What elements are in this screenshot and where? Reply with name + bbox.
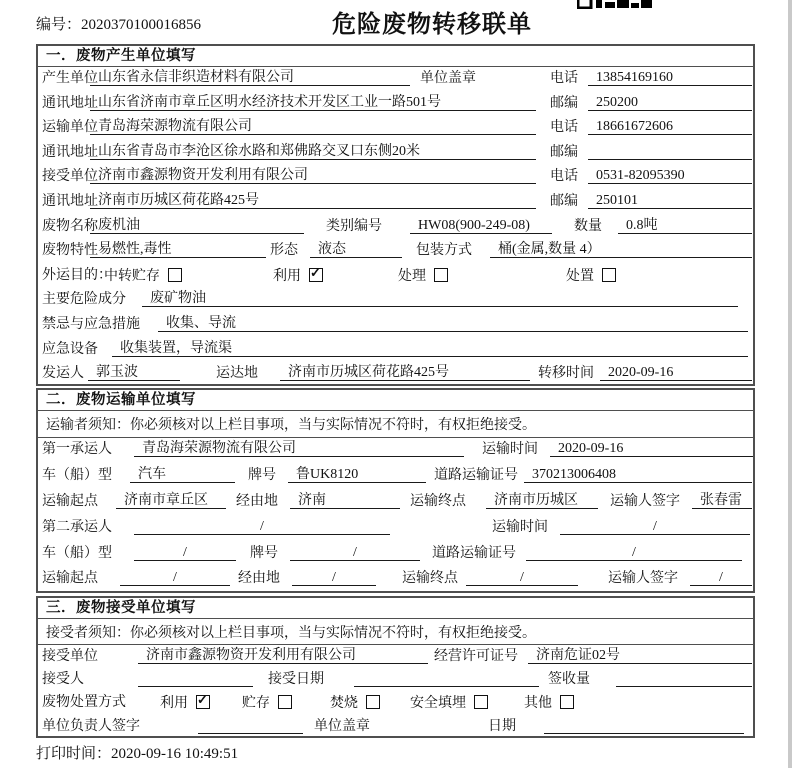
transporter-sign-label: 运输人签字	[610, 493, 680, 509]
receiver-tel-value: 0531-82095390	[588, 167, 752, 184]
vehicle-type-value: 汽车	[130, 466, 235, 483]
transporter-sign-value: 张春雷	[692, 492, 752, 509]
option-dispose	[566, 268, 616, 284]
print-time-label: 打印时间：	[36, 746, 112, 762]
section1-title: 一．废物产生单位填写	[38, 46, 753, 67]
road-permit-label: 道路运输证号	[434, 467, 518, 483]
transport-unit-label: 运输单位	[42, 120, 98, 136]
row-taboo-measures	[38, 313, 753, 338]
row-vehicle2	[38, 542, 753, 568]
transfer-time-label: 转移时间	[538, 366, 594, 382]
endpoint2-value: /	[466, 569, 578, 586]
vehicle-type2-value: /	[134, 544, 236, 561]
purpose-label: 外运目的：	[42, 267, 112, 283]
checkbox-label: 焚烧	[330, 696, 358, 712]
origin-label: 运输起点	[42, 571, 98, 587]
endpoint-label: 运输终点	[410, 493, 466, 509]
transport-time2-value: /	[560, 518, 750, 535]
checkbox	[278, 695, 292, 709]
packing-label: 包装方式	[416, 243, 472, 259]
character-value: 易燃性,毒性	[90, 241, 266, 258]
print-time	[36, 742, 238, 763]
checkbox-label: 处置	[566, 268, 594, 284]
category-label: 类别编号	[326, 218, 382, 234]
category-value: HW08(900-249-08)	[410, 217, 552, 234]
receive-person-label: 接受人	[42, 672, 84, 688]
signed-amount-label: 签收量	[548, 672, 590, 688]
packing-value: 桶(金属,数量 4）	[490, 241, 752, 258]
quantity-value: 0.8吨	[618, 217, 752, 234]
section3-title: 三．废物接受单位填写	[38, 598, 753, 619]
row-route2	[38, 567, 753, 593]
transport-zip-value	[588, 143, 752, 160]
gen-unit-label: 产生单位	[42, 71, 98, 86]
option-transfer-storage	[104, 268, 182, 284]
row-purpose	[38, 264, 753, 289]
transfer-time-value: 2020-09-16	[600, 364, 752, 381]
tel-label: 电话	[550, 120, 578, 136]
via-value: 济南	[290, 492, 400, 509]
address-label: 通讯地址	[42, 193, 98, 209]
option-landfill	[410, 695, 488, 711]
page-title: 危险废物转移联单	[332, 12, 532, 38]
hazard-label: 主要危险成分	[42, 292, 126, 308]
checkbox-label: 处理	[398, 268, 426, 284]
endpoint-label: 运输终点	[402, 571, 458, 587]
receive-date-label: 接受日期	[268, 672, 324, 688]
checkbox-label: 其他	[524, 696, 552, 712]
section2-title: 二．废物运输单位填写	[38, 390, 753, 411]
transporter-sign2-value: /	[690, 569, 752, 586]
receive-unit-value: 济南市鑫源物资开发利用有限公司	[138, 647, 428, 664]
row-carrier1	[38, 438, 753, 464]
serial-number	[36, 13, 201, 34]
address-label: 通讯地址	[42, 144, 98, 160]
row-receiver-unit	[38, 165, 753, 190]
row-carrier2	[38, 516, 753, 542]
origin-label: 运输起点	[42, 493, 98, 509]
road-permit-value: 370213006408	[524, 466, 752, 483]
page-edge-divider	[788, 0, 792, 768]
row-disposal-method	[38, 691, 753, 714]
carrier1-label: 第一承运人	[42, 442, 112, 457]
unit-seal-label: 单位盖章	[420, 71, 476, 86]
plate2-value: /	[290, 544, 420, 561]
unit-seal-label: 单位盖章	[314, 718, 370, 734]
row-receiver-address	[38, 190, 753, 215]
checkbox-label: 安全填埋	[410, 696, 466, 712]
gen-tel-value: 13854169160	[588, 69, 752, 86]
via-label: 经由地	[238, 571, 280, 587]
row-transport-unit	[38, 116, 753, 141]
transporter-notice: 运输者须知：你必须核对以上栏目事项，当与实际情况不符时，有权拒绝接受。	[38, 411, 753, 438]
row-gen-unit	[38, 67, 753, 92]
row-waste-name	[38, 215, 753, 240]
carrier1-value: 青岛海荣源物流有限公司	[134, 440, 464, 457]
gen-unit-value: 山东省永信非织造材料有限公司	[90, 69, 410, 86]
shipper-value: 郭玉波	[88, 364, 180, 381]
vehicle-type-label: 车（船）型	[42, 467, 112, 483]
checkbox-label: 利用	[160, 696, 188, 712]
receiver-address-value: 济南市历城区荷花路425号	[90, 192, 536, 209]
checkbox-label: 中转贮存	[104, 268, 160, 284]
checkbox-label: 贮存	[242, 696, 270, 712]
license-value: 济南危证02号	[528, 647, 752, 664]
carrier2-label: 第二承运人	[42, 519, 112, 535]
destination-label: 运达地	[216, 366, 258, 382]
endpoint-value: 济南市历城区	[486, 492, 598, 509]
receive-unit-label: 接受单位	[42, 649, 98, 664]
checkbox-checked	[196, 695, 210, 709]
checkbox	[602, 268, 616, 282]
receiver-unit-label: 接受单位	[42, 169, 98, 185]
serial-label: 编号：	[36, 17, 82, 33]
checkbox	[434, 268, 448, 282]
option-treat	[398, 268, 448, 284]
print-time-value: 2020-09-16 10:49:51	[111, 746, 239, 762]
section-generator	[36, 44, 755, 386]
carrier2-value: /	[134, 518, 390, 535]
responsible-sign-label: 单位负责人签字	[42, 718, 140, 734]
gen-zip-value: 250200	[588, 94, 752, 111]
road-permit2-value: /	[526, 544, 742, 561]
responsible-sign-value	[198, 717, 303, 734]
transporter-sign-label: 运输人签字	[608, 571, 678, 587]
transport-address-value: 山东省青岛市李沧区徐水路和郑佛路交叉口东侧20米	[90, 143, 536, 160]
date-value	[544, 717, 744, 734]
option-storage	[242, 695, 292, 711]
origin2-value: /	[120, 569, 230, 586]
serial-value: 2020370100016856	[81, 17, 202, 33]
taboo-value: 收集、导流	[158, 315, 748, 332]
checkbox	[366, 695, 380, 709]
transport-unit-value: 青岛海荣源物流有限公司	[90, 118, 536, 135]
transport-tel-value: 18661672606	[588, 118, 752, 135]
signed-amount-value	[616, 670, 752, 687]
checkbox-label: 利用	[273, 268, 301, 284]
option-utilize	[160, 695, 210, 711]
row-waste-character	[38, 239, 753, 264]
tel-label: 电话	[550, 71, 578, 86]
checkbox	[560, 695, 574, 709]
hazard-value: 废矿物油	[142, 290, 738, 307]
transport-time-label: 运输时间	[482, 442, 538, 457]
license-label: 经营许可证号	[434, 649, 518, 664]
zip-label: 邮编	[550, 193, 578, 209]
qr-code-fragment	[577, 0, 653, 9]
vehicle-type-label: 车（船）型	[42, 545, 112, 561]
section-receiver	[36, 596, 755, 738]
origin-value: 济南市章丘区	[116, 492, 226, 509]
row-hazard-component	[38, 288, 753, 313]
receive-person-value	[138, 670, 253, 687]
row-receive-unit	[38, 645, 753, 668]
option-incinerate	[330, 695, 380, 711]
via2-value: /	[292, 569, 376, 586]
form-label: 形态	[270, 243, 298, 259]
receive-date-value	[354, 670, 539, 687]
shipper-label: 发运人	[42, 366, 84, 382]
equipment-value: 收集装置，导流渠	[112, 340, 748, 357]
zip-label: 邮编	[550, 95, 578, 111]
waste-name-value: 废机油	[90, 217, 304, 234]
tel-label: 电话	[550, 169, 578, 185]
row-emergency-equipment	[38, 338, 753, 363]
transport-time-label: 运输时间	[492, 519, 548, 535]
date-label: 日期	[488, 718, 516, 734]
disposal-label: 废物处置方式	[42, 695, 126, 711]
row-route1	[38, 490, 753, 516]
row-transport-address	[38, 141, 753, 166]
row-shipper	[38, 362, 753, 386]
receiver-notice: 接受者须知：你必须核对以上栏目事项，当与实际情况不符时，有权拒绝接受。	[38, 619, 753, 645]
receiver-zip-value: 250101	[588, 192, 752, 209]
checkbox-checked	[309, 268, 323, 282]
address-label: 通讯地址	[42, 95, 98, 111]
road-permit-label: 道路运输证号	[432, 545, 516, 561]
row-vehicle1	[38, 464, 753, 490]
row-receive-person	[38, 668, 753, 691]
section-transporter	[36, 388, 755, 593]
option-utilize	[273, 268, 323, 284]
equipment-label: 应急设备	[42, 341, 98, 357]
checkbox	[474, 695, 488, 709]
receiver-unit-value: 济南市鑫源物资开发利用有限公司	[90, 167, 536, 184]
plate-value: 鲁UK8120	[288, 466, 426, 483]
via-label: 经由地	[236, 493, 278, 509]
row-gen-address	[38, 92, 753, 117]
form-value: 液态	[310, 241, 402, 258]
checkbox	[168, 268, 182, 282]
plate-label: 牌号	[248, 467, 276, 483]
character-label: 废物特性	[42, 243, 98, 259]
destination-value: 济南市历城区荷花路425号	[280, 364, 530, 381]
transport-time-value: 2020-09-16	[550, 440, 754, 457]
zip-label: 邮编	[550, 144, 578, 160]
plate-label: 牌号	[250, 545, 278, 561]
quantity-label: 数量	[574, 218, 602, 234]
row-responsible-sign	[38, 715, 753, 738]
taboo-label: 禁忌与应急措施	[42, 316, 140, 332]
waste-name-label: 废物名称	[42, 218, 98, 234]
option-other	[524, 695, 574, 711]
gen-address-value: 山东省济南市章丘区明水经济技术开发区工业一路501号	[90, 94, 536, 111]
